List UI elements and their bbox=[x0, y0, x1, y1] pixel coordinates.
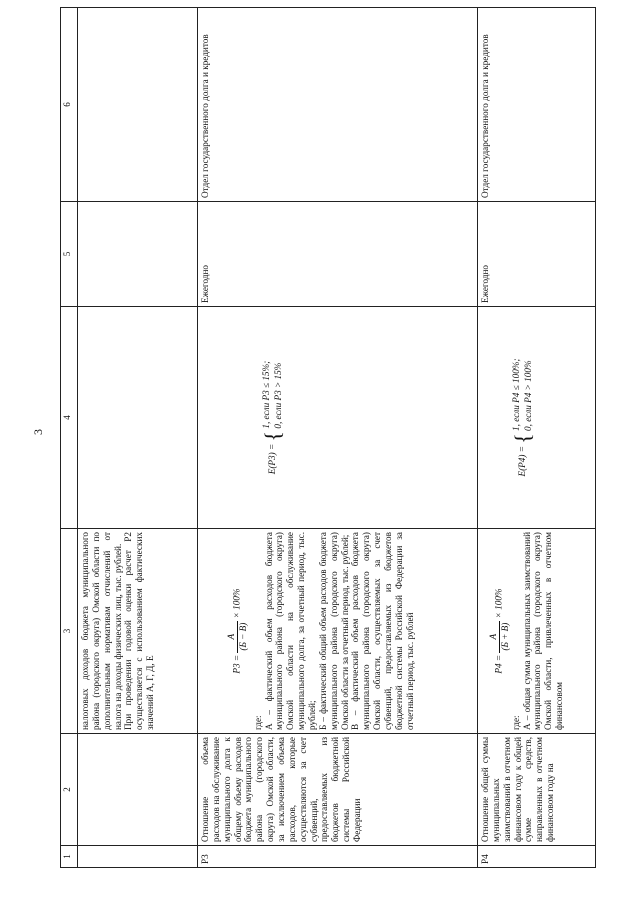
period-cell: Ежегодно bbox=[198, 202, 478, 307]
cell-empty bbox=[78, 846, 198, 868]
table-row-p3 bbox=[198, 8, 478, 868]
definition-a: А – общая сумма муниципальных заимствований муниципального района (городского округа) Омской области, привлеченных в отчетном финансовом bbox=[521, 532, 565, 730]
p3-formula-lhs: Р3 = bbox=[231, 654, 242, 674]
p4-score-formula bbox=[480, 310, 536, 525]
page-number: 3 bbox=[31, 429, 45, 435]
p3-case-1: 1, если Р3 ≤ 15%; bbox=[261, 360, 272, 429]
p4-denominator: (Б + В) bbox=[499, 622, 510, 651]
p3-score-cases bbox=[261, 361, 285, 429]
p4-fraction bbox=[488, 621, 511, 653]
p4-numerator: А bbox=[488, 621, 500, 653]
p4-score-lhs: E(P4) = bbox=[517, 446, 528, 477]
header-col-3: 3 bbox=[61, 529, 78, 734]
score-formula-cell bbox=[478, 307, 596, 529]
definition-b: Б – фактический общий объем расходов бюджета муниципального района (городского округа) Омской области за отчетный период, тыс. рублей; bbox=[317, 532, 350, 730]
p4-case-2: 0, если Р4 > 100% bbox=[522, 360, 533, 431]
header-col-6: 6 bbox=[61, 8, 78, 202]
period-cell: Ежегодно bbox=[478, 202, 596, 307]
p3-case-2: 0, если Р3 > 15% bbox=[272, 362, 283, 429]
header-col-5: 5 bbox=[61, 202, 78, 307]
continuation-paragraph-1: налоговых доходов бюджета муниципального района (городского округа) Омской области по дополнительным нормативам отчислений от налога на доходы физических лиц, тыс. рублей. bbox=[80, 532, 123, 730]
where-label: где: bbox=[510, 715, 521, 730]
header-col-2: 2 bbox=[61, 734, 78, 846]
brace-glyph: { bbox=[260, 430, 285, 442]
p3-score-lhs: E(P3) = bbox=[267, 443, 278, 475]
p3-fraction bbox=[226, 621, 249, 653]
table-row-p4 bbox=[478, 8, 596, 868]
cell-empty bbox=[78, 202, 198, 307]
indicator-formula-cell bbox=[198, 529, 478, 734]
indicator-code: Р4 bbox=[478, 846, 596, 868]
cell-empty bbox=[78, 734, 198, 846]
p4-formula bbox=[480, 532, 511, 730]
p3-formula bbox=[200, 532, 249, 730]
where-label: где: bbox=[252, 715, 263, 730]
indicator-table bbox=[60, 7, 596, 868]
definition-c: В – фактический объем расходов бюджета муниципального района (городского округа) Омской области, осуществляемых за счет субвенций, предоставляемых из бюджетов бюджетной системы Российской Федерации за отчетный период, тыс. рублей bbox=[350, 532, 415, 730]
rotated-table-page bbox=[60, 8, 600, 868]
continuation-text-cell bbox=[78, 529, 198, 734]
brace-glyph: { bbox=[510, 433, 535, 444]
p4-case-1: 1, если Р4 ≤ 100%; bbox=[511, 358, 522, 431]
header-col-4: 4 bbox=[61, 307, 78, 529]
definition-a: А – фактический объем расходов бюджета муниципального района (городского округа) Омской области на обслуживание муниципального долга, за отчетный период, тыс. рублей; bbox=[263, 532, 318, 730]
header-row bbox=[61, 8, 78, 868]
table-row-continuation bbox=[78, 8, 198, 868]
p4-score-cases bbox=[511, 358, 535, 430]
indicator-name: Отношение общей суммы муниципальных заимствований в отчетном финансовом году к общей сумме средств, направленных в отчетном финансовом году на bbox=[478, 734, 596, 846]
continuation-paragraph-2: При проведении годовой оценки расчет Р2 осуществляется с использованием фактических значений А, Г, Д, Е bbox=[123, 532, 156, 730]
cell-empty bbox=[78, 307, 198, 529]
p3-numerator: А bbox=[226, 621, 238, 653]
p4-formula-lhs: Р4 = bbox=[493, 654, 504, 674]
p3-formula-tail: × 100% bbox=[231, 588, 242, 619]
indicator-code: Р3 bbox=[198, 846, 478, 868]
p3-score-formula bbox=[200, 310, 286, 525]
cell-empty bbox=[78, 8, 198, 202]
p3-denominator: (Б − В) bbox=[237, 622, 248, 651]
header-col-1: 1 bbox=[61, 846, 78, 868]
department-cell: Отдел государственного долга и кредитов bbox=[478, 8, 596, 202]
indicator-name: Отношение объема расходов на обслуживание муниципального долга к общему объему расходов бюджета муниципального района (городского округа) Омской области, за исключением объема расходов, которые осуществляются за счет субвенций, предоставляемых из бюджетов бюджетной системы Российской Федерации bbox=[198, 734, 478, 846]
indicator-formula-cell bbox=[478, 529, 596, 734]
department-cell: Отдел государственного долга и кредитов bbox=[198, 8, 478, 202]
score-formula-cell bbox=[198, 307, 478, 529]
p4-formula-tail: × 100% bbox=[493, 588, 504, 619]
